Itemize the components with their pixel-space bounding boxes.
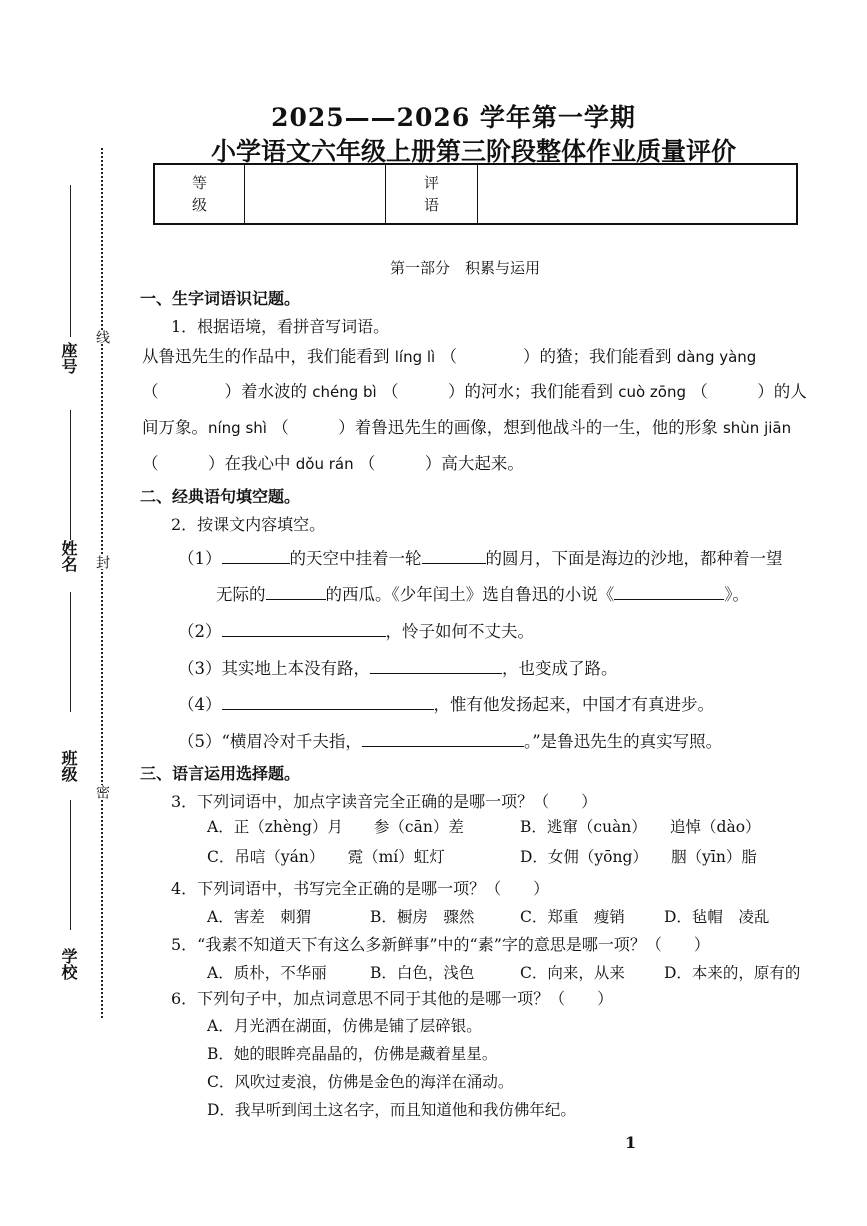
- q1-line-2: [142, 378, 807, 402]
- section-1-heading: 一、生字词语识记题。: [140, 289, 301, 308]
- section-2-heading: 二、经典语句填空题。: [140, 487, 301, 506]
- item-text: 的西瓜。《少年闰土》选自鲁迅的小说《: [325, 585, 615, 604]
- pinyin-chengbi: chéng bì: [312, 383, 377, 401]
- comment-label: 评语: [423, 174, 439, 214]
- grade-label: 等级: [191, 174, 207, 214]
- fill-blank[interactable]: [222, 622, 386, 637]
- item-number: （1）: [178, 549, 222, 568]
- fill-blank[interactable]: [614, 585, 724, 600]
- fill-blank[interactable]: [422, 549, 486, 564]
- q1-line-4: [142, 450, 524, 474]
- answer-blank-5[interactable]: （ ）: [272, 418, 355, 437]
- q3-option-b[interactable]: B．逃窜（cuàn） 追悼（dào）: [520, 818, 761, 836]
- q1-text: 间万象。: [142, 418, 208, 437]
- q5-option-b[interactable]: B．白色，浅色: [370, 964, 475, 982]
- q1-text: 从鲁迅先生的作品中，我们能看到: [142, 347, 390, 366]
- answer-blank-1[interactable]: （ ）: [440, 347, 540, 366]
- item-text: ，怜子如何不丈夫。: [385, 622, 534, 641]
- item-number: （4）: [178, 695, 222, 714]
- question-2-stem: 2．按课文内容填空。: [171, 515, 326, 534]
- item-text: ，惟有他发扬起来，中国才有真进步。: [433, 695, 714, 714]
- fill-item-2: [178, 618, 534, 642]
- fill-item-1-line-2: [216, 581, 749, 605]
- question-4: 4．下列词语中，书写完全正确的是哪一项？（ ）: [171, 879, 550, 898]
- question-1-stem: 1．根据语境，看拼音写词语。: [171, 317, 390, 336]
- item-number: （2）: [178, 622, 222, 641]
- seat-label: 座号: [59, 342, 78, 374]
- comment-label-cell: [386, 165, 478, 223]
- class-fill-line[interactable]: [70, 800, 71, 930]
- q6-option-d[interactable]: D．我早听到闰土这名字，而且知道他和我仿佛年纪。: [207, 1101, 576, 1119]
- name-fill-line[interactable]: [70, 410, 71, 540]
- fill-item-1-line-1: [178, 545, 783, 569]
- q4-option-d[interactable]: D．毡帽 凌乱: [664, 908, 770, 926]
- fill-item-5: [178, 728, 722, 752]
- q1-text: 在我心中: [224, 454, 291, 473]
- fill-item-4: [178, 691, 714, 715]
- q1-text: 高大起来。: [441, 454, 524, 473]
- q5-option-d[interactable]: D．本来的，原有的: [664, 964, 801, 982]
- q6-option-a[interactable]: A．月光洒在湖面，仿佛是铺了层碎银。: [207, 1017, 482, 1035]
- q4-option-a[interactable]: A．害差 刺猬: [207, 908, 312, 926]
- seal-mark-dense: 密: [94, 785, 110, 799]
- question-3: 3．下列词语中，加点字读音完全正确的是哪一项？（ ）: [171, 792, 598, 811]
- section-3-heading: 三、语言运用选择题。: [140, 764, 301, 783]
- q5-option-a[interactable]: A．质朴，不华丽: [207, 964, 327, 982]
- item-text: 的天空中挂着一轮: [289, 549, 422, 568]
- answer-blank-7[interactable]: （ ）: [358, 454, 442, 473]
- question-6: 6．下列句子中，加点词意思不同于其他的是哪一项？（ ）: [171, 989, 614, 1008]
- pinyin-ningshi: níng shì: [208, 419, 267, 437]
- q1-text: 的猹；我们能看到: [539, 347, 672, 366]
- seal-mark-seal: 封: [94, 555, 110, 569]
- fill-blank[interactable]: [370, 659, 502, 674]
- q1-text: 的河水；我们能看到: [464, 382, 613, 401]
- answer-blank-6[interactable]: （ ）: [142, 454, 225, 473]
- pinyin-douran: dǒu rán: [295, 455, 354, 473]
- fill-blank[interactable]: [222, 549, 290, 564]
- item-text: 》。: [724, 585, 749, 604]
- pinyin-lingli: líng lì: [394, 348, 436, 366]
- pinyin-cuozong: cuò zōng: [618, 383, 686, 401]
- item-text: （5）“横眉冷对千夫指，: [178, 732, 362, 751]
- item-text: （3）其实地上本没有路，: [178, 659, 370, 678]
- exam-title: 小学语文六年级上册第三阶段整体作业质量评价: [210, 137, 736, 166]
- q4-option-c[interactable]: C．郑重 瘦销: [520, 908, 625, 926]
- q3-option-a[interactable]: A．正（zhèng）月 参（cān）差: [207, 818, 464, 836]
- q6-option-b[interactable]: B．她的眼眸亮晶晶的，仿佛是藏着星星。: [207, 1045, 498, 1063]
- seal-dotted-line: [101, 148, 103, 1018]
- class-label: 班级: [59, 750, 78, 782]
- item-text: 。”是鲁迅先生的真实写照。: [523, 732, 723, 751]
- pinyin-dangyang: dàng yàng: [676, 348, 757, 366]
- comment-value-cell[interactable]: [478, 165, 796, 223]
- item-text: 无际的: [216, 585, 266, 604]
- school-label: 学校: [59, 948, 78, 980]
- q1-line-3: [142, 414, 791, 438]
- name-label: 姓名: [59, 540, 78, 572]
- q5-option-c[interactable]: C．向来，从来: [520, 964, 625, 982]
- q1-text: 着水波的: [241, 382, 307, 401]
- page-number: 1: [625, 1133, 637, 1152]
- fill-blank[interactable]: [362, 732, 524, 747]
- seal-mark-line: 线: [94, 330, 110, 344]
- seat-fill-line[interactable]: [70, 185, 71, 337]
- q6-option-c[interactable]: C．风吹过麦浪，仿佛是金色的海洋在涌动。: [207, 1073, 514, 1091]
- pinyin-shunjian: shùn jiān: [722, 419, 792, 437]
- fill-blank[interactable]: [266, 585, 326, 600]
- answer-blank-3[interactable]: （ ）: [381, 382, 465, 401]
- grade-table: [153, 163, 798, 225]
- item-text: ，也变成了路。: [502, 659, 618, 678]
- fill-item-3: [178, 655, 618, 679]
- item-text: 的圆月，下面是海边的沙地，都种着一望: [485, 549, 783, 568]
- q1-text: 着鲁迅先生的画像，想到他战斗的一生，他的形象: [354, 418, 718, 437]
- exam-title-year: 2025——2026 学年第一学期: [271, 103, 636, 132]
- fill-blank[interactable]: [222, 695, 434, 710]
- grade-value-cell[interactable]: [245, 165, 386, 223]
- q4-option-b[interactable]: B．橱房 骤然: [370, 908, 475, 926]
- q1-line-1: [142, 343, 756, 367]
- part-one-title: 第一部分 积累与运用: [390, 259, 541, 277]
- q3-option-d[interactable]: D．女佣（yōng） 胭（yīn）脂: [520, 848, 757, 866]
- name-fill-line-2: [70, 592, 71, 712]
- answer-blank-2[interactable]: （ ）: [142, 382, 241, 401]
- q1-text: 的人: [773, 382, 807, 401]
- question-5: 5．“我素不知道天下有这么多新鲜事”中的“素”字的意思是哪一项？（ ）: [171, 935, 710, 954]
- answer-blank-4[interactable]: （ ）: [691, 382, 774, 401]
- q3-option-c[interactable]: C．吊唁（yán） 霓（mí）虹灯: [207, 848, 445, 866]
- grade-label-cell: [155, 165, 245, 223]
